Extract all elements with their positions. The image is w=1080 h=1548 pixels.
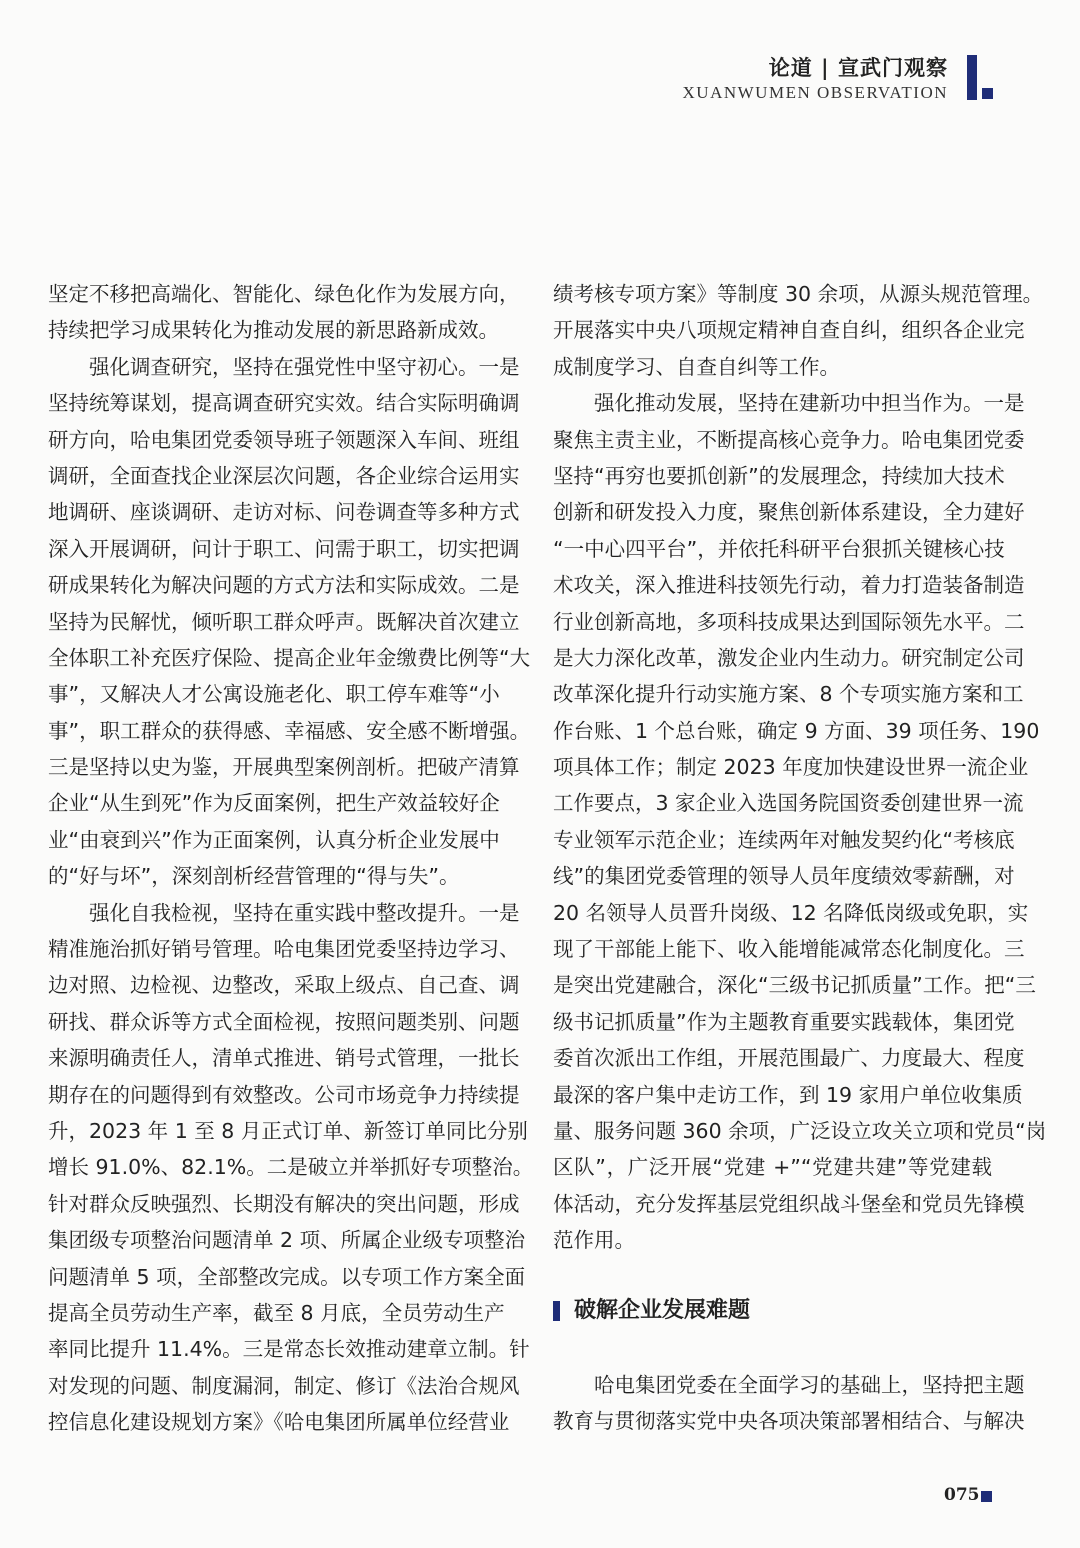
heading-marker-icon (553, 1301, 560, 1321)
text-line: 聚焦主责主业，不断提高核心竞争力。哈电集团党委 (553, 427, 1025, 452)
text-line: 来源明确责任人，清单式推进、销号式管理，一批长 (48, 1046, 520, 1071)
text-line: 针对群众反映强烈、长期没有解决的突出问题，形成 (48, 1191, 520, 1216)
text-line: 对发现的问题、制度漏洞，制定、修订《法治合规风 (48, 1373, 520, 1398)
text-line: 量、服务问题 360 余项，广泛设立攻关立项和党员“岗 (553, 1118, 1047, 1143)
text-line: 工作要点，3 家企业入选国务院国资委创建世界一流 (553, 791, 1024, 816)
text-line: 研找、群众诉等方式全面检视，按照问题类别、问题 (48, 1009, 520, 1034)
text-line: 边对照、边检视、边整改，采取上级点、自己查、调 (48, 973, 520, 998)
text-line: 全体职工补充医疗保险、提高企业年金缴费比例等“大 (48, 645, 531, 670)
paragraph (48, 276, 520, 349)
logo-square-icon (982, 88, 993, 99)
page-number-square-icon (981, 1491, 992, 1502)
text-line: 三是坚持以史为鉴，开展典型案例剖析。把破产清算 (48, 755, 520, 780)
text-line: 地调研、座谈调研、走访对标、问卷调查等多种方式 (48, 500, 520, 525)
text-line: 精准施治抓好销号管理。哈电集团党委坚持边学习、 (48, 937, 520, 962)
paragraph (553, 1367, 1025, 1440)
text-line: 持续把学习成果转化为推动发展的新思路新成效。 (48, 318, 499, 343)
paragraph (48, 895, 534, 1441)
text-line: 项具体工作；制定 2023 年度加快建设世界一流企业 (553, 755, 1029, 780)
text-line: “一中心四平台”，并依托科研平台狠抓关键核心技 (553, 536, 1005, 561)
text-line: 体活动，充分发挥基层党组织战斗堡垒和党员先锋模 (553, 1191, 1025, 1216)
text-line: 研成果转化为解决问题的方式方法和实际成效。二是 (48, 573, 520, 598)
text-line: 成制度学习、自查自纠等工作。 (553, 354, 840, 379)
text-line: 委首次派出工作组，开展范围最广、力度最大、程度 (553, 1046, 1025, 1071)
text-line: 事”，又解决人才公寓设施老化、职工停车难等“小 (48, 682, 500, 707)
text-line: 专业领军示范企业；连续两年对触发契约化“考核底 (553, 827, 1015, 852)
text-line: 问题清单 5 项，全部整改完成。以专项工作方案全面 (48, 1264, 526, 1289)
section-heading (553, 1293, 992, 1329)
text-line: 范作用。 (553, 1228, 635, 1253)
text-line: 企业“从生到死”作为反面案例，把生产效益较好企 (48, 791, 500, 816)
logo-bar-icon (967, 55, 977, 100)
text-line: 控信息化建设规划方案》《哈电集团所属单位经营业 (48, 1410, 510, 1435)
text-line: 改革深化提升行动实施方案、8 个专项实施方案和工 (553, 682, 1024, 707)
text-line: 术攻关，深入推进科技领先行动，着力打造装备制造 (553, 573, 1025, 598)
text-line: 坚持“再穷也要抓创新”的发展理念，持续加大技术 (553, 463, 1005, 488)
page-number: 075 (944, 1485, 980, 1505)
text-line: 行业创新高地，多项科技成果达到国际领先水平。二 (553, 609, 1025, 634)
text-line: 绩考核专项方案》等制度 30 余项，从源头规范管理。 (553, 282, 1044, 306)
paragraph (553, 385, 1047, 1258)
section-heading-text: 破解企业发展难题 (574, 1297, 751, 1324)
text-line: 坚持统筹谋划，提高调查研究实效。结合实际明确调 (48, 391, 520, 416)
text-line: 调研，全面查找企业深层次问题，各企业综合运用实 (48, 463, 520, 488)
text-line: 强化调查研究，坚持在强党性中坚守初心。一是 (89, 354, 520, 379)
column-title: 论道 | 宣武门观察 (768, 55, 948, 80)
text-line: 作台账、1 个总台账，确定 9 方面、39 项任务、190 (553, 718, 1040, 743)
text-line: 升，2023 年 1 至 8 月正式订单、新签订单同比分别 (48, 1118, 528, 1143)
text-line: 增长 91.0%、82.1%。二是破立并举抓好专项整治。 (48, 1155, 534, 1180)
column-title-english: XUANWUMEN OBSERVATION (682, 83, 948, 102)
text-line: 强化推动发展，坚持在建新功中担当作为。一是 (594, 391, 1025, 416)
text-line: 是大力深化改革，激发企业内生动力。研究制定公司 (553, 645, 1025, 670)
text-line: 开展落实中央八项规定精神自查自纠，组织各企业完 (553, 318, 1025, 343)
text-line: 最深的客户集中走访工作，到 19 家用户单位收集质 (553, 1082, 1023, 1107)
text-line: 研方向，哈电集团党委领导班子领题深入车间、班组 (48, 427, 520, 452)
text-line: 业“由衰到兴”作为正面案例，认真分析企业发展中 (48, 827, 500, 852)
left-column (48, 276, 534, 1441)
text-line: 期存在的问题得到有效整改。公司市场竞争力持续提 (48, 1082, 520, 1107)
right-column (553, 276, 1047, 1439)
text-line: 深入开展调研，问计于职工、问需于职工，切实把调 (48, 536, 520, 561)
text-line: 教育与贯彻落实党中央各项决策部署相结合、与解决 (553, 1408, 1025, 1433)
text-line: 区队”，广泛开展“党建 +”“党建共建”等党建载 (553, 1155, 992, 1180)
text-line: 事”，职工群众的获得感、幸福感、安全感不断增强。 (48, 718, 531, 743)
text-line: 哈电集团党委在全面学习的基础上，坚持把主题 (594, 1372, 1025, 1397)
text-line: 提高全员劳动生产率，截至 8 月底，全员劳动生产 (48, 1300, 505, 1325)
text-line: 的“好与坏”，深刻剖析经营管理的“得与失”。 (48, 864, 460, 889)
text-line: 20 名领导人员晋升岗级、12 名降低岗级或免职，实 (553, 900, 1029, 925)
text-line: 级书记抓质量”作为主题教育重要实践载体，集团党 (553, 1009, 1015, 1034)
text-line: 坚持为民解忧，倾听职工群众呼声。既解决首次建立 (48, 609, 520, 634)
text-line: 是突出党建融合，深化“三级书记抓质量”工作。把“三 (553, 973, 1036, 998)
text-line: 强化自我检视，坚持在重实践中整改提升。一是 (89, 900, 520, 925)
text-line: 坚定不移把高端化、智能化、绿色化作为发展方向， (48, 282, 520, 306)
text-line: 集团级专项整治问题清单 2 项、所属企业级专项整治 (48, 1228, 526, 1253)
text-line: 创新和研发投入力度，聚焦创新体系建设，全力建好 (553, 500, 1025, 525)
paragraph (553, 276, 1044, 385)
paragraph (48, 349, 531, 895)
text-line: 率同比提升 11.4%。三是常态长效推动建章立制。针 (48, 1337, 530, 1362)
text-line: 线”的集团党委管理的领导人员年度绩效零薪酬，对 (553, 864, 1015, 889)
text-line: 现了干部能上能下、收入能增能减常态化制度化。三 (553, 937, 1025, 962)
